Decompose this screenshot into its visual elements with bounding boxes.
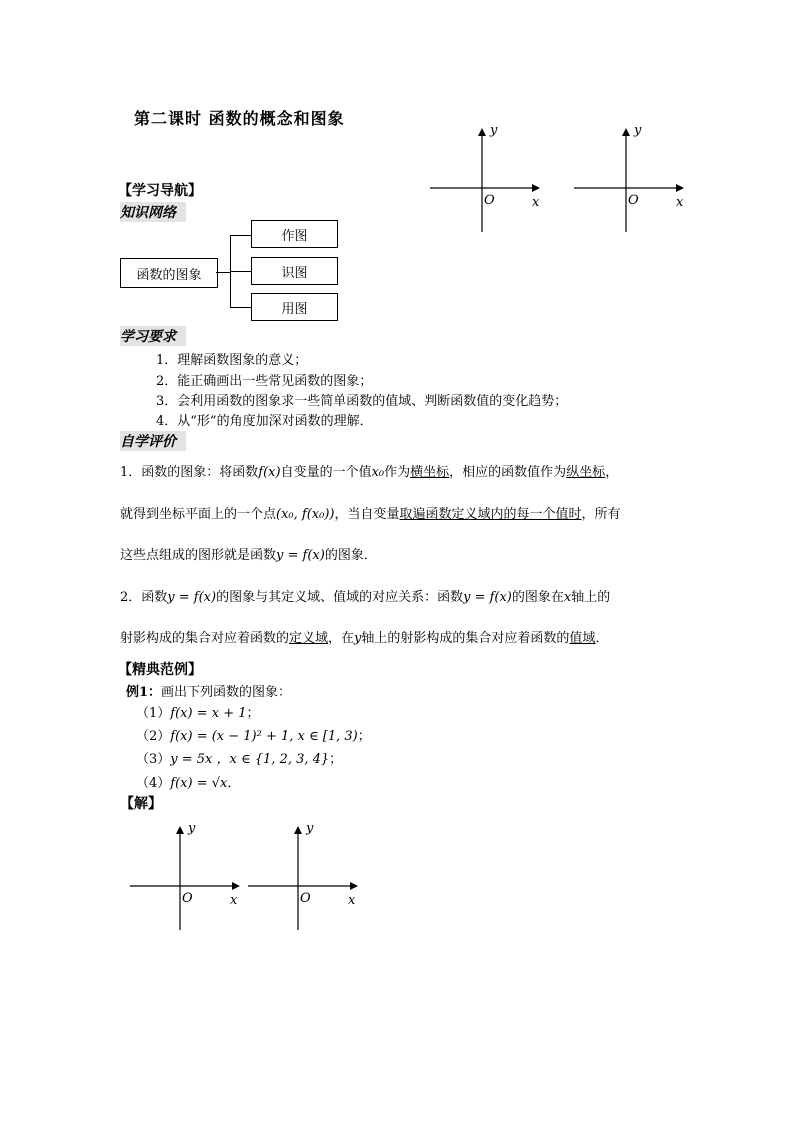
answer-blank: 横坐标 bbox=[410, 465, 450, 480]
x-axis-label: x bbox=[532, 195, 540, 210]
example-item: （4）f(x) = √x． bbox=[136, 776, 241, 791]
y-axis-label: y bbox=[188, 821, 196, 836]
math-fx: f(x) bbox=[258, 465, 281, 480]
requirement-item: 4．从“形”的角度加深对函数的理解． bbox=[156, 414, 373, 429]
tree-connector bbox=[230, 307, 251, 308]
requirements-header: 学习要求 bbox=[120, 326, 186, 346]
example-item: （1）f(x) = x + 1； bbox=[136, 706, 260, 721]
tree-connector bbox=[230, 235, 251, 236]
answer-blank: 定义域 bbox=[289, 631, 329, 646]
example-item: （2）f(x) = (x − 1)² + 1, x ∈ [1, 3)； bbox=[136, 729, 371, 744]
tree-root-label: 函数的图象 bbox=[136, 267, 202, 283]
answer-blank: 值域 bbox=[569, 631, 596, 646]
y-axis-label: y bbox=[490, 123, 498, 138]
self-eval-header: 自学评价 bbox=[120, 431, 186, 451]
math-eq: y = f(x) bbox=[276, 548, 325, 563]
examples-header: 【精典范例】 bbox=[118, 662, 202, 678]
tree-child-label: 识图 bbox=[281, 265, 308, 281]
math-eq: y = f(x) bbox=[463, 590, 512, 605]
nav-header: 【学习导航】 bbox=[118, 183, 202, 199]
x-axis-label: x bbox=[676, 195, 684, 210]
self-eval-line-1: 1．函数的图象：将函数f(x)自变量的一个值x₀作为横坐标，相应的函数值作为纵坐标， bbox=[120, 465, 619, 480]
math-eq: y = f(x) bbox=[167, 590, 217, 605]
tree-child-label: 用图 bbox=[281, 301, 308, 317]
requirement-item: 3．会利用函数的图象求一些简单函数的值域、判断函数值的变化趋势； bbox=[156, 394, 568, 409]
origin-label: O bbox=[182, 891, 193, 906]
axes-graph-top-1 bbox=[430, 120, 550, 235]
self-eval-line-5: 射影构成的集合对应着函数的定义域，在y轴上的射影构成的集合对应着函数的值域． bbox=[120, 631, 609, 646]
tree-child-box bbox=[251, 257, 338, 285]
origin-label: O bbox=[484, 193, 495, 208]
tree-child-box bbox=[251, 293, 338, 321]
y-axis-label: y bbox=[634, 123, 642, 138]
tree-child-label: 作图 bbox=[281, 228, 308, 244]
solution-label: 【解】 bbox=[120, 796, 162, 812]
example-1-prompt: 例1：画出下列函数的图象： bbox=[126, 685, 292, 700]
page-title: 第二课时 函数的概念和图象 bbox=[134, 109, 345, 128]
example-item: （3）y = 5x ，x ∈ {1, 2, 3, 4}； bbox=[136, 752, 343, 767]
axes-graph-top-2 bbox=[574, 120, 694, 235]
origin-label: O bbox=[628, 193, 639, 208]
tree-child-box bbox=[251, 220, 338, 248]
tree-connector bbox=[216, 272, 230, 273]
answer-blank: 纵坐标 bbox=[566, 465, 606, 480]
tree-root-box bbox=[120, 258, 218, 288]
tree-connector bbox=[230, 271, 251, 272]
self-eval-line-4: 2．函数y = f(x)的图象与其定义域、值域的对应关系：函数y = f(x)的图象在x轴上的 bbox=[120, 590, 611, 605]
origin-label: O bbox=[300, 891, 311, 906]
y-axis-label: y bbox=[306, 821, 314, 836]
requirement-item: 1．理解函数图象的意义； bbox=[156, 353, 308, 368]
x-axis-label: x bbox=[348, 893, 356, 908]
x-axis-label: x bbox=[230, 893, 238, 908]
self-eval-line-3: 这些点组成的图形就是函数y = f(x)的图象． bbox=[120, 548, 377, 563]
requirement-item: 2．能正确画出一些常见函数的图象； bbox=[156, 374, 373, 389]
axes-graph-bottom-2 bbox=[248, 818, 368, 933]
knowledge-network-header: 知识网络 bbox=[120, 202, 186, 222]
math-point: (x₀, f(x₀)) bbox=[276, 507, 335, 522]
answer-blank: 取遍函数定义域内的每一个值时 bbox=[399, 507, 582, 522]
math-x0: x₀ bbox=[371, 465, 385, 480]
axes-graph-bottom-1 bbox=[130, 818, 250, 933]
example-label: 例1： bbox=[126, 685, 162, 700]
self-eval-line-2: 就得到坐标平面上的一个点(x₀, f(x₀))，当自变量取遍函数定义域内的每一个值时，所有 bbox=[120, 507, 621, 522]
